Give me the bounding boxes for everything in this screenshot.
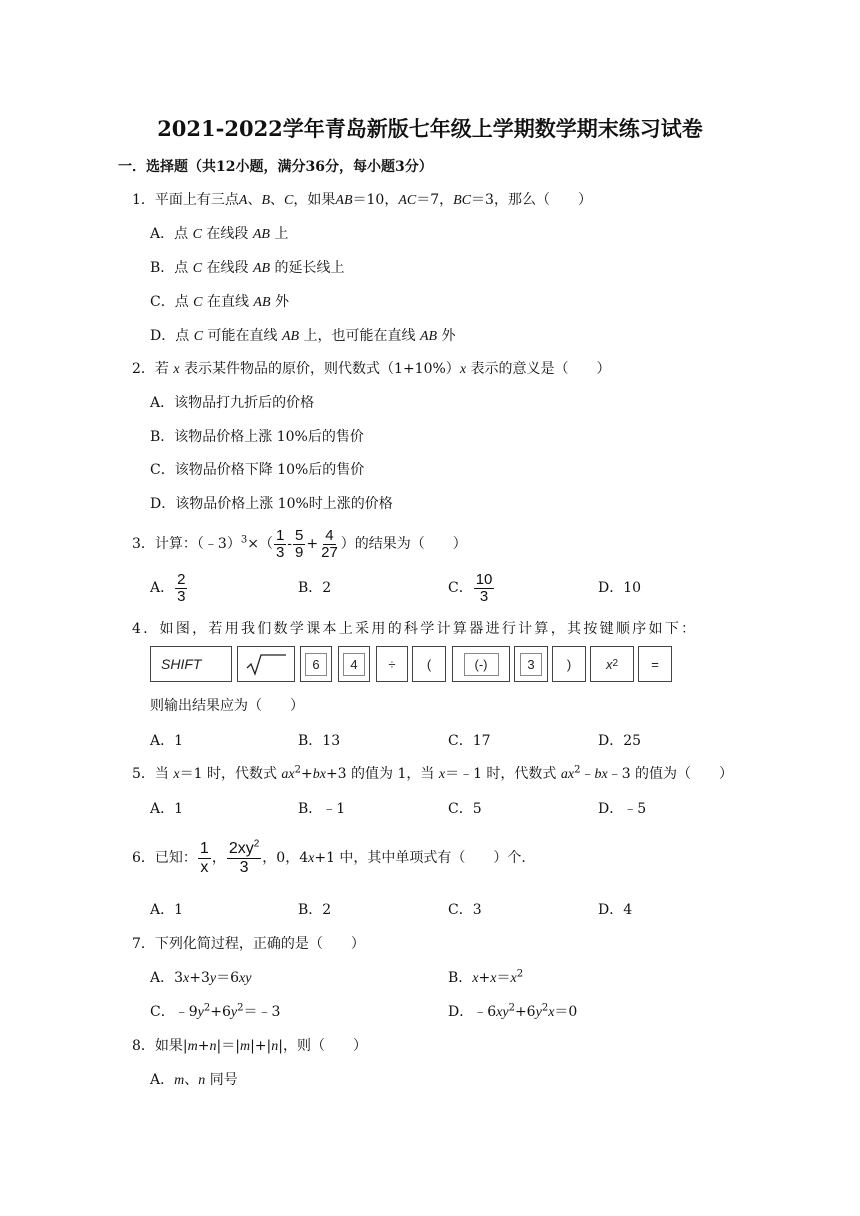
- text: ，如果: [293, 192, 336, 208]
- fraction: [274, 528, 286, 561]
- text: 外: [437, 328, 456, 344]
- var: A: [238, 193, 248, 208]
- var: x: [490, 971, 497, 986]
- option-7a: [150, 968, 251, 989]
- text: 下列化简过程，正确的是（ ）: [154, 936, 365, 952]
- key-6: [300, 646, 332, 682]
- var: AB: [335, 193, 353, 208]
- var: x: [459, 362, 467, 377]
- text: +6: [514, 1004, 536, 1020]
- text: ）的结果为（ ）: [340, 536, 467, 552]
- option-3b: B．2: [298, 580, 332, 596]
- var: x: [183, 971, 190, 986]
- text: A．点: [150, 226, 193, 242]
- text: A．: [150, 1072, 175, 1088]
- text: 当: [154, 766, 174, 782]
- var: C: [193, 329, 204, 344]
- key-left-paren: [412, 646, 446, 682]
- fraction: [474, 572, 495, 605]
- var: y: [209, 971, 217, 986]
- var: C: [192, 227, 202, 242]
- option-5b: B．﹣1: [298, 801, 346, 817]
- sqrt-key-icon: [237, 646, 295, 682]
- question-8: [132, 1036, 367, 1057]
- key-label: ): [566, 656, 572, 672]
- text: ＝﹣3: [243, 1004, 281, 1020]
- question-7: [132, 934, 365, 954]
- text: ＝: [496, 970, 511, 986]
- var: B: [261, 193, 271, 208]
- var: C: [284, 193, 294, 208]
- var: ax: [560, 767, 575, 782]
- text: 上，也可能在直线: [299, 328, 420, 344]
- text: ﹣3 的值为（ ）: [607, 766, 734, 782]
- question-4: [132, 619, 697, 639]
- text: 、: [270, 192, 285, 208]
- fraction: [227, 840, 261, 877]
- var: n: [198, 1073, 206, 1088]
- option-6c: C．3: [448, 902, 482, 918]
- text: 外: [270, 294, 289, 310]
- key-label: =: [651, 656, 659, 672]
- text: +6: [210, 1004, 231, 1020]
- key-label: 4: [343, 653, 364, 676]
- denominator: 27: [321, 543, 338, 561]
- text: ，: [211, 850, 226, 866]
- text: +: [301, 766, 313, 782]
- denominator: x: [200, 858, 209, 876]
- numerator: 5: [295, 526, 304, 544]
- var: AB: [253, 295, 271, 310]
- option-4d: D．25: [598, 733, 642, 749]
- option-6a: A．1: [150, 902, 184, 918]
- question-number: 3．: [132, 536, 155, 552]
- sqrt-icon: [245, 652, 287, 676]
- text: ＝6: [216, 970, 240, 986]
- question-3: [132, 526, 467, 562]
- denominator: 9: [295, 543, 304, 561]
- option-1d: [150, 326, 456, 347]
- numerator: 10: [475, 570, 493, 588]
- exponent: 2: [253, 838, 260, 850]
- var: y: [197, 1005, 204, 1020]
- text: 表示某件物品的原价，则代数式（1+10%）: [179, 361, 460, 377]
- text: 若: [154, 361, 174, 377]
- var: y: [230, 1005, 238, 1020]
- question-text: 平面上有三点: [154, 192, 239, 208]
- var: x: [510, 971, 517, 986]
- text: ，0，4: [262, 850, 309, 866]
- text: +: [478, 970, 491, 986]
- question-number: 4．: [132, 621, 160, 637]
- text: ＝﹣1 时，代数式: [445, 766, 561, 782]
- var: n: [209, 1039, 217, 1054]
- option-5d: D．﹣5: [598, 801, 647, 817]
- var: AB: [252, 227, 270, 242]
- key-square: x 2: [590, 646, 634, 682]
- numerator: 4: [325, 526, 334, 544]
- key-right-paren: [552, 646, 586, 682]
- key-4: [338, 646, 370, 682]
- text: +3: [189, 970, 210, 986]
- option-3a: [150, 570, 188, 606]
- text: ＝10，: [352, 192, 399, 208]
- option-2a: A．该物品打九折后的价格: [150, 395, 315, 411]
- var: x: [472, 971, 479, 986]
- option-7d: [448, 1002, 577, 1023]
- option-4c: C．17: [448, 733, 491, 749]
- operator: -: [287, 536, 293, 552]
- key-label: (-): [464, 653, 499, 676]
- text: 同号: [205, 1072, 238, 1088]
- var: bx: [594, 767, 608, 782]
- text: A．3: [150, 970, 184, 986]
- section-heading: 一．选择题（共12小题，满分36分，每小题3分）: [118, 159, 433, 175]
- text: C．: [448, 580, 473, 596]
- var: x: [173, 362, 180, 377]
- option-6d: D．4: [598, 902, 633, 918]
- var: m: [187, 1039, 198, 1054]
- var: ax: [281, 767, 295, 782]
- option-6b: B．2: [298, 902, 332, 918]
- operator: +: [306, 536, 319, 552]
- option-5c: C．5: [448, 801, 482, 817]
- text: 在线段: [202, 260, 253, 276]
- var: AB: [419, 329, 438, 344]
- var: C: [192, 261, 203, 276]
- fraction: [319, 528, 340, 561]
- key-negative: [452, 646, 510, 682]
- var: x: [548, 1005, 555, 1020]
- var: y: [535, 1005, 542, 1020]
- exponent: 2: [294, 764, 301, 776]
- question-number: 8．: [132, 1038, 155, 1054]
- option-1c: [150, 292, 289, 313]
- question-number: 7．: [132, 936, 155, 952]
- text: ＝0: [554, 1004, 578, 1020]
- fraction: [293, 528, 305, 561]
- text: +1 中，其中单项式有（ ）个．: [314, 850, 536, 866]
- text: 可能在直线: [203, 328, 282, 344]
- text: 上: [269, 226, 289, 242]
- exponent: 2: [541, 1002, 549, 1014]
- denominator: 3: [479, 587, 489, 605]
- option-4b: B．13: [298, 733, 341, 749]
- text: B．: [448, 970, 473, 986]
- text: ＝3，那么（ ）: [471, 192, 592, 208]
- key-label: 6: [305, 653, 326, 676]
- var: m: [174, 1073, 185, 1088]
- text: 的延长线上: [270, 260, 345, 276]
- var: xy: [239, 971, 252, 986]
- text: 表示的意义是（ ）: [466, 361, 611, 377]
- option-2c: C．该物品价格下降 10%后的售价: [150, 462, 365, 478]
- var: x: [173, 767, 180, 782]
- key-label: 3: [520, 653, 541, 676]
- text: |+|: [250, 1038, 272, 1054]
- text: 如图，若用我们数学课本上采用的科学计算器进行计算，其按键顺序如下：: [159, 621, 698, 637]
- question-1: [132, 190, 592, 211]
- text: |，则（ ）: [278, 1038, 367, 1054]
- text: 如果|: [154, 1038, 188, 1054]
- key-label: x: [605, 656, 613, 672]
- var: AB: [253, 261, 271, 276]
- exponent: 3: [240, 534, 248, 546]
- option-2b: B．该物品价格上涨 10%后的售价: [150, 429, 364, 445]
- question-number: 1．: [132, 192, 155, 208]
- question-6: [132, 838, 535, 879]
- option-2d: D．该物品价格上涨 10%时上涨的价格: [150, 496, 393, 512]
- text: ×（: [247, 536, 273, 552]
- exponent: 2: [508, 1002, 515, 1014]
- text: 、: [247, 192, 262, 208]
- var: AB: [281, 329, 300, 344]
- text: 计算：（﹣3）: [154, 536, 241, 552]
- text: C．点: [150, 294, 194, 310]
- var: BC: [453, 193, 472, 208]
- question-2: [132, 359, 610, 380]
- var: C: [193, 295, 203, 310]
- key-label: ÷: [388, 656, 396, 672]
- key-equals: [638, 646, 672, 682]
- denominator: 3: [177, 587, 186, 605]
- var: AC: [398, 193, 417, 208]
- option-4a: A．1: [150, 733, 184, 749]
- text: |＝|: [216, 1038, 240, 1054]
- numerator: 1: [275, 526, 285, 544]
- question-number: 2．: [132, 361, 155, 377]
- question-number: 6．: [132, 850, 155, 866]
- numerator: 2: [177, 570, 186, 588]
- var: m: [239, 1039, 251, 1054]
- key-shift: SHIFT: [150, 646, 232, 682]
- option-8a: [150, 1070, 238, 1091]
- exponent: 2: [516, 968, 524, 980]
- option-3c: [448, 570, 495, 606]
- text: 在直线: [202, 294, 254, 310]
- text: B．点: [150, 260, 193, 276]
- key-divide: [376, 646, 408, 682]
- text: +: [197, 1038, 210, 1054]
- exponent: 2: [574, 764, 581, 776]
- var: x: [308, 851, 315, 866]
- option-1b: [150, 258, 345, 279]
- option-5a: A．1: [150, 801, 184, 817]
- key-3: [514, 646, 548, 682]
- var: xy: [496, 1005, 509, 1020]
- text: ＝1 时，代数式: [179, 766, 282, 782]
- key-label: (: [426, 656, 432, 672]
- page-title: 2021-2022学年青岛新版七年级上学期数学期末练习试卷: [157, 116, 703, 141]
- text: D．﹣6: [448, 1004, 497, 1020]
- fraction: [198, 840, 211, 877]
- text: A．: [150, 580, 175, 596]
- denominator: 3: [239, 858, 249, 876]
- text: +3 的值为 1，当: [325, 766, 439, 782]
- option-3d: D．10: [598, 580, 642, 596]
- fraction: [175, 572, 187, 605]
- question-number: 5．: [132, 766, 155, 782]
- option-1a: [150, 224, 288, 245]
- text: ＝7，: [416, 192, 454, 208]
- text: 已知：: [154, 850, 197, 866]
- text: D．点: [150, 328, 194, 344]
- var: bx: [312, 767, 326, 782]
- var: x: [438, 767, 446, 782]
- numerator-text: 2xy: [228, 839, 254, 857]
- option-7b: [448, 968, 523, 989]
- text: 在线段: [201, 226, 253, 242]
- numerator: [227, 840, 261, 859]
- text: 、: [184, 1072, 199, 1088]
- question-4-output: 则输出结果应为（ ）: [150, 698, 304, 714]
- denominator: 3: [275, 543, 285, 561]
- exponent: 2: [237, 1002, 244, 1014]
- numerator: 1: [199, 839, 209, 857]
- question-5: [132, 764, 733, 785]
- text: C．﹣9: [150, 1004, 198, 1020]
- var: n: [271, 1039, 279, 1054]
- option-7c: [150, 1002, 280, 1023]
- text: ﹣: [580, 766, 595, 782]
- exponent: 2: [203, 1002, 211, 1014]
